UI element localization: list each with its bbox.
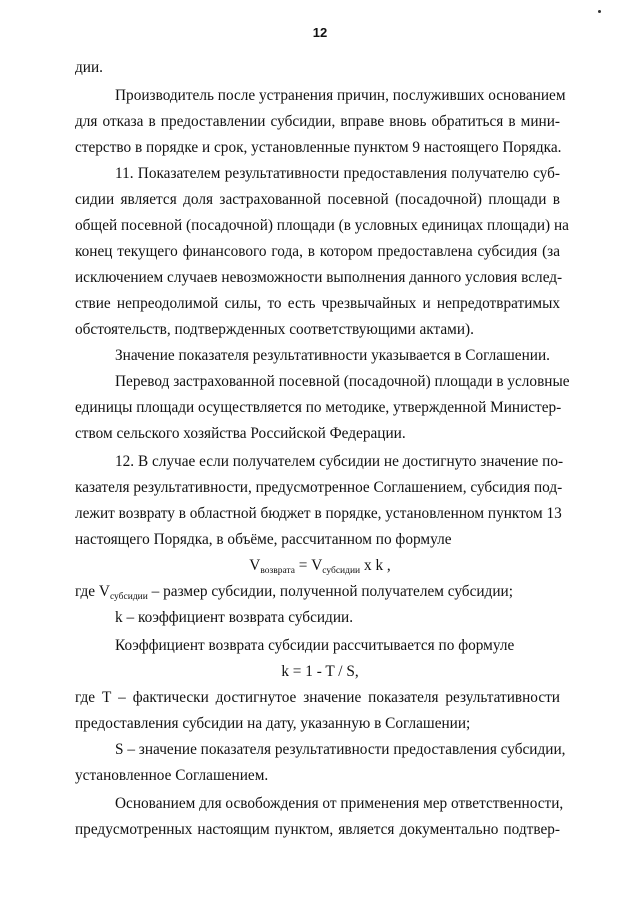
text-line: предоставления субсидии на дату, указанную в Соглашении; bbox=[75, 715, 471, 732]
text-line: стерство в порядке и срок, установленные пунктом 9 настоящего Порядка. bbox=[75, 139, 562, 156]
text-line: казателя результативности, предусмотренное Соглашением, субсидия под- bbox=[75, 479, 563, 496]
text-line: Коэффициент возврата субсидии рассчитывается по формуле bbox=[115, 637, 515, 654]
text-line: 12. В случае если получателем субсидии не достигнуто значение по- bbox=[115, 453, 564, 470]
text-line: единицы площади осуществляется по методике, утвержденной Министер- bbox=[75, 399, 562, 416]
page-number: 12 bbox=[312, 25, 328, 40]
text-line: S – значение показателя результативности предоставления субсидии, bbox=[115, 741, 566, 758]
text-line: для отказа в предоставлении субсидии, вправе вновь обратиться в мини- bbox=[75, 113, 560, 130]
text-line: Значение показателя результативности указывается в Соглашении. bbox=[115, 347, 550, 364]
text-line: ствие непреодолимой силы, то есть чрезвычайных и непредотвратимых bbox=[75, 295, 560, 312]
text-line: Перевод застрахованной посевной (посадочной) площади в условные bbox=[115, 373, 570, 390]
text-line: установленное Соглашением. bbox=[75, 767, 269, 784]
formula-where-line: где $V_{субсидии}$ – размер субсидии, полученной получателем субсидии; bbox=[75, 583, 513, 602]
scan-dot-mark bbox=[598, 10, 601, 13]
text-line: дии. bbox=[75, 59, 103, 76]
formula-coefficient: k = 1 - T / S, bbox=[281, 663, 359, 680]
text-line: общей посевной (посадочной) площади (в условных единицах площади) на bbox=[75, 217, 569, 234]
text-line: сидии является доля застрахованной посевной (посадочной) площади в bbox=[75, 191, 560, 208]
formula-return-volume: $V_{возврата} = V_{субсидии}$ x k , bbox=[249, 557, 391, 576]
text-line: Производитель после устранения причин, послуживших основанием bbox=[115, 87, 566, 104]
text-line: предусмотренных настоящим пунктом, является документально подтвер- bbox=[75, 821, 560, 838]
text-line: k – коэффициент возврата субсидии. bbox=[115, 609, 354, 626]
text-line: Основанием для освобождения от применения мер ответственности, bbox=[115, 795, 564, 812]
text-line: настоящего Порядка, в объёме, рассчитанном по формуле bbox=[75, 531, 452, 548]
text-line: конец текущего финансового года, в котором предоставлена субсидия (за bbox=[75, 243, 560, 260]
text-line: лежит возврату в областной бюджет в порядке, установленном пунктом 13 bbox=[75, 505, 562, 522]
text-line: 11. Показателем результативности предоставления получателю суб- bbox=[115, 165, 560, 182]
text-line: исключением случаев невозможности выполнения данного условия вслед- bbox=[75, 269, 563, 286]
text-line: где Т – фактически достигнутое значение показателя результативности bbox=[75, 689, 560, 706]
text-line: обстоятельств, подтвержденных соответствующими актами). bbox=[75, 321, 474, 338]
text-line: ством сельского хозяйства Российской Федерации. bbox=[75, 425, 406, 442]
